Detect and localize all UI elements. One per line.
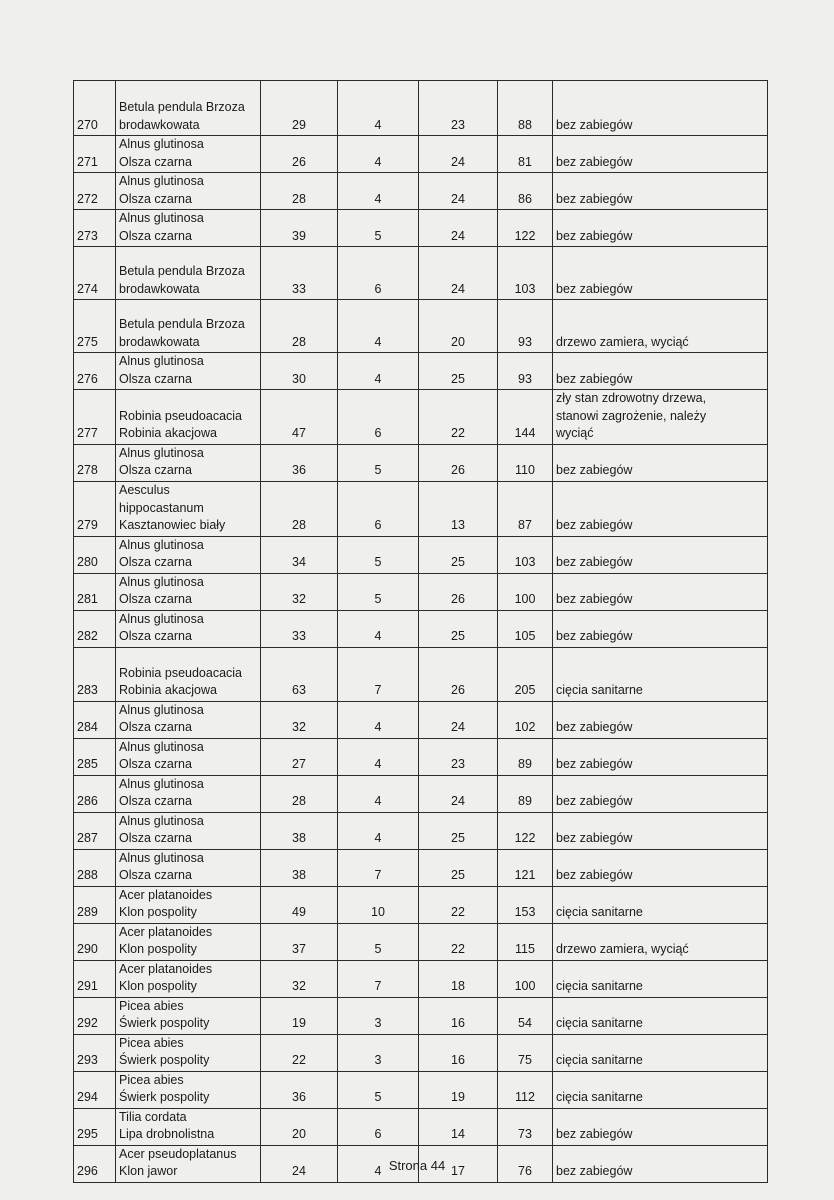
value-col-2: 5 xyxy=(338,1071,419,1108)
species-name: Betula pendula Brzoza brodawkowata xyxy=(116,300,261,353)
table-row xyxy=(74,775,768,812)
species-name: Alnus glutinosa Olsza czarna xyxy=(116,812,261,849)
treatment-note: bez zabiegów xyxy=(553,738,768,775)
treatment-note: bez zabiegów xyxy=(553,481,768,536)
table-row xyxy=(74,1071,768,1108)
table-row xyxy=(74,173,768,210)
value-col-2: 7 xyxy=(338,849,419,886)
species-name: Alnus glutinosa Olsza czarna xyxy=(116,536,261,573)
value-col-4: 122 xyxy=(498,812,553,849)
treatment-note: cięcia sanitarne xyxy=(553,886,768,923)
value-col-3: 24 xyxy=(419,701,498,738)
value-col-2: 7 xyxy=(338,960,419,997)
value-col-3: 22 xyxy=(419,923,498,960)
value-col-4: 93 xyxy=(498,353,553,390)
species-name: Tilia cordata Lipa drobnolistna xyxy=(116,1108,261,1145)
tree-number: 281 xyxy=(74,573,116,610)
value-col-1: 38 xyxy=(261,812,338,849)
value-col-2: 4 xyxy=(338,775,419,812)
value-col-2: 4 xyxy=(338,610,419,647)
value-col-2: 6 xyxy=(338,1108,419,1145)
value-col-4: 205 xyxy=(498,647,553,701)
value-col-4: 112 xyxy=(498,1071,553,1108)
tree-number: 273 xyxy=(74,210,116,247)
value-col-2: 5 xyxy=(338,536,419,573)
treatment-note: bez zabiegów xyxy=(553,775,768,812)
value-col-1: 34 xyxy=(261,536,338,573)
treatment-note: bez zabiegów xyxy=(553,849,768,886)
value-col-2: 4 xyxy=(338,136,419,173)
value-col-1: 32 xyxy=(261,960,338,997)
value-col-3: 26 xyxy=(419,573,498,610)
tree-number: 290 xyxy=(74,923,116,960)
table-row xyxy=(74,247,768,300)
value-col-2: 6 xyxy=(338,247,419,300)
page-number: Strona 44 xyxy=(388,1158,446,1173)
table-row xyxy=(74,647,768,701)
species-name: Alnus glutinosa Olsza czarna xyxy=(116,573,261,610)
species-name: Acer pseudoplatanus Klon jawor xyxy=(116,1145,261,1182)
value-col-2: 4 xyxy=(338,353,419,390)
value-col-2: 7 xyxy=(338,647,419,701)
treatment-note: bez zabiegów xyxy=(553,536,768,573)
value-col-1: 27 xyxy=(261,738,338,775)
treatment-note: bez zabiegów xyxy=(553,444,768,481)
value-col-2: 4 xyxy=(338,81,419,136)
value-col-1: 20 xyxy=(261,1108,338,1145)
value-col-4: 76 xyxy=(498,1145,553,1182)
species-name: Picea abies Świerk pospolity xyxy=(116,997,261,1034)
value-col-3: 25 xyxy=(419,353,498,390)
value-col-2: 3 xyxy=(338,1034,419,1071)
species-name: Aesculus hippocastanum Kasztanowiec biały xyxy=(116,481,261,536)
value-col-1: 63 xyxy=(261,647,338,701)
species-name: Picea abies Świerk pospolity xyxy=(116,1034,261,1071)
value-col-3: 16 xyxy=(419,1034,498,1071)
value-col-1: 28 xyxy=(261,300,338,353)
tree-number: 284 xyxy=(74,701,116,738)
species-name: Alnus glutinosa Olsza czarna xyxy=(116,610,261,647)
species-name: Alnus glutinosa Olsza czarna xyxy=(116,775,261,812)
treatment-note: cięcia sanitarne xyxy=(553,1034,768,1071)
treatment-note: cięcia sanitarne xyxy=(553,997,768,1034)
tree-number: 285 xyxy=(74,738,116,775)
tree-number: 287 xyxy=(74,812,116,849)
value-col-1: 32 xyxy=(261,573,338,610)
table-row xyxy=(74,997,768,1034)
table-row xyxy=(74,210,768,247)
species-name: Acer platanoides Klon pospolity xyxy=(116,923,261,960)
value-col-2: 10 xyxy=(338,886,419,923)
species-name: Alnus glutinosa Olsza czarna xyxy=(116,701,261,738)
value-col-2: 4 xyxy=(338,173,419,210)
table-row xyxy=(74,481,768,536)
treatment-note: bez zabiegów xyxy=(553,573,768,610)
value-col-1: 24 xyxy=(261,1145,338,1182)
value-col-4: 105 xyxy=(498,610,553,647)
value-col-4: 103 xyxy=(498,247,553,300)
value-col-2: 6 xyxy=(338,481,419,536)
species-name: Picea abies Świerk pospolity xyxy=(116,1071,261,1108)
table-row xyxy=(74,536,768,573)
value-col-1: 28 xyxy=(261,775,338,812)
value-col-4: 100 xyxy=(498,960,553,997)
table-row xyxy=(74,390,768,445)
value-col-1: 38 xyxy=(261,849,338,886)
species-name: Betula pendula Brzoza brodawkowata xyxy=(116,247,261,300)
table-row xyxy=(74,738,768,775)
value-col-1: 19 xyxy=(261,997,338,1034)
tree-number: 294 xyxy=(74,1071,116,1108)
species-name: Acer platanoides Klon pospolity xyxy=(116,960,261,997)
table-row xyxy=(74,81,768,136)
species-name: Alnus glutinosa Olsza czarna xyxy=(116,444,261,481)
table-row xyxy=(74,573,768,610)
treatment-note: drzewo zamiera, wyciąć xyxy=(553,923,768,960)
value-col-3: 24 xyxy=(419,247,498,300)
value-col-1: 37 xyxy=(261,923,338,960)
treatment-note: drzewo zamiera, wyciąć xyxy=(553,300,768,353)
tree-number: 277 xyxy=(74,390,116,445)
value-col-1: 26 xyxy=(261,136,338,173)
table-row xyxy=(74,1034,768,1071)
value-col-3: 25 xyxy=(419,610,498,647)
tree-number: 272 xyxy=(74,173,116,210)
species-name: Alnus glutinosa Olsza czarna xyxy=(116,210,261,247)
value-col-3: 24 xyxy=(419,775,498,812)
value-col-2: 4 xyxy=(338,1145,419,1182)
value-col-3: 26 xyxy=(419,647,498,701)
treatment-note: bez zabiegów xyxy=(553,136,768,173)
treatment-note: bez zabiegów xyxy=(553,812,768,849)
value-col-3: 24 xyxy=(419,173,498,210)
value-col-3: 20 xyxy=(419,300,498,353)
treatment-note: zły stan zdrowotny drzewa, stanowi zagrożenie, należy wyciąć xyxy=(553,390,768,445)
treatment-note: bez zabiegów xyxy=(553,610,768,647)
value-col-4: 73 xyxy=(498,1108,553,1145)
table-row xyxy=(74,353,768,390)
value-col-4: 87 xyxy=(498,481,553,536)
value-col-2: 4 xyxy=(338,738,419,775)
value-col-1: 49 xyxy=(261,886,338,923)
value-col-1: 47 xyxy=(261,390,338,445)
tree-number: 280 xyxy=(74,536,116,573)
value-col-2: 5 xyxy=(338,444,419,481)
species-name: Alnus glutinosa Olsza czarna xyxy=(116,136,261,173)
value-col-1: 28 xyxy=(261,481,338,536)
table-row xyxy=(74,136,768,173)
treatment-note: bez zabiegów xyxy=(553,353,768,390)
tree-number: 279 xyxy=(74,481,116,536)
tree-number: 271 xyxy=(74,136,116,173)
tree-number: 275 xyxy=(74,300,116,353)
value-col-2: 6 xyxy=(338,390,419,445)
species-name: Alnus glutinosa Olsza czarna xyxy=(116,849,261,886)
treatment-note: bez zabiegów xyxy=(553,173,768,210)
tree-number: 270 xyxy=(74,81,116,136)
value-col-3: 22 xyxy=(419,390,498,445)
value-col-1: 36 xyxy=(261,444,338,481)
value-col-3: 24 xyxy=(419,136,498,173)
value-col-2: 5 xyxy=(338,923,419,960)
tree-number: 274 xyxy=(74,247,116,300)
value-col-1: 39 xyxy=(261,210,338,247)
species-name: Alnus glutinosa Olsza czarna xyxy=(116,353,261,390)
treatment-note: bez zabiegów xyxy=(553,247,768,300)
treatment-note: bez zabiegów xyxy=(553,210,768,247)
table-row xyxy=(74,886,768,923)
species-name: Robinia pseudoacacia Robinia akacjowa xyxy=(116,647,261,701)
value-col-4: 81 xyxy=(498,136,553,173)
table-row xyxy=(74,849,768,886)
tree-number: 288 xyxy=(74,849,116,886)
value-col-3: 18 xyxy=(419,960,498,997)
value-col-3: 26 xyxy=(419,444,498,481)
value-col-3: 17 xyxy=(419,1145,498,1182)
value-col-3: 19 xyxy=(419,1071,498,1108)
table-row xyxy=(74,960,768,997)
species-name: Alnus glutinosa Olsza czarna xyxy=(116,173,261,210)
value-col-2: 3 xyxy=(338,997,419,1034)
table-body xyxy=(74,81,768,1183)
tree-number: 283 xyxy=(74,647,116,701)
value-col-3: 23 xyxy=(419,738,498,775)
tree-number: 293 xyxy=(74,1034,116,1071)
value-col-3: 22 xyxy=(419,886,498,923)
value-col-4: 122 xyxy=(498,210,553,247)
value-col-4: 89 xyxy=(498,775,553,812)
table-row xyxy=(74,701,768,738)
value-col-4: 100 xyxy=(498,573,553,610)
value-col-2: 4 xyxy=(338,300,419,353)
treatment-note: bez zabiegów xyxy=(553,701,768,738)
value-col-3: 23 xyxy=(419,81,498,136)
tree-number: 276 xyxy=(74,353,116,390)
treatment-note: bez zabiegów xyxy=(553,1108,768,1145)
value-col-4: 144 xyxy=(498,390,553,445)
value-col-4: 93 xyxy=(498,300,553,353)
tree-number: 278 xyxy=(74,444,116,481)
tree-number: 289 xyxy=(74,886,116,923)
value-col-4: 103 xyxy=(498,536,553,573)
value-col-1: 29 xyxy=(261,81,338,136)
value-col-4: 86 xyxy=(498,173,553,210)
table-row xyxy=(74,1108,768,1145)
value-col-4: 115 xyxy=(498,923,553,960)
value-col-3: 25 xyxy=(419,849,498,886)
tree-number: 286 xyxy=(74,775,116,812)
tree-number: 295 xyxy=(74,1108,116,1145)
table-row xyxy=(74,812,768,849)
value-col-3: 24 xyxy=(419,210,498,247)
table-row xyxy=(74,923,768,960)
value-col-4: 121 xyxy=(498,849,553,886)
value-col-4: 102 xyxy=(498,701,553,738)
treatment-note: cięcia sanitarne xyxy=(553,960,768,997)
value-col-2: 4 xyxy=(338,701,419,738)
value-col-3: 25 xyxy=(419,536,498,573)
value-col-1: 28 xyxy=(261,173,338,210)
value-col-4: 89 xyxy=(498,738,553,775)
treatment-note: bez zabiegów xyxy=(553,81,768,136)
value-col-4: 110 xyxy=(498,444,553,481)
tree-number: 296 xyxy=(74,1145,116,1182)
treatment-note: bez zabiegów xyxy=(553,1145,768,1182)
value-col-4: 75 xyxy=(498,1034,553,1071)
value-col-2: 5 xyxy=(338,573,419,610)
value-col-1: 32 xyxy=(261,701,338,738)
value-col-1: 36 xyxy=(261,1071,338,1108)
value-col-1: 22 xyxy=(261,1034,338,1071)
value-col-3: 13 xyxy=(419,481,498,536)
tree-number: 291 xyxy=(74,960,116,997)
value-col-1: 33 xyxy=(261,247,338,300)
value-col-3: 25 xyxy=(419,812,498,849)
value-col-4: 88 xyxy=(498,81,553,136)
value-col-2: 4 xyxy=(338,812,419,849)
table-row xyxy=(74,444,768,481)
treatment-note: cięcia sanitarne xyxy=(553,647,768,701)
species-name: Alnus glutinosa Olsza czarna xyxy=(116,738,261,775)
value-col-4: 54 xyxy=(498,997,553,1034)
value-col-3: 16 xyxy=(419,997,498,1034)
species-name: Betula pendula Brzoza brodawkowata xyxy=(116,81,261,136)
value-col-3: 14 xyxy=(419,1108,498,1145)
tree-number: 292 xyxy=(74,997,116,1034)
value-col-1: 30 xyxy=(261,353,338,390)
value-col-1: 33 xyxy=(261,610,338,647)
table-row xyxy=(74,300,768,353)
value-col-4: 153 xyxy=(498,886,553,923)
tree-number: 282 xyxy=(74,610,116,647)
species-name: Robinia pseudoacacia Robinia akacjowa xyxy=(116,390,261,445)
treatment-note: cięcia sanitarne xyxy=(553,1071,768,1108)
value-col-2: 5 xyxy=(338,210,419,247)
species-name: Acer platanoides Klon pospolity xyxy=(116,886,261,923)
table-row xyxy=(74,610,768,647)
tree-inventory-table xyxy=(73,80,768,1183)
